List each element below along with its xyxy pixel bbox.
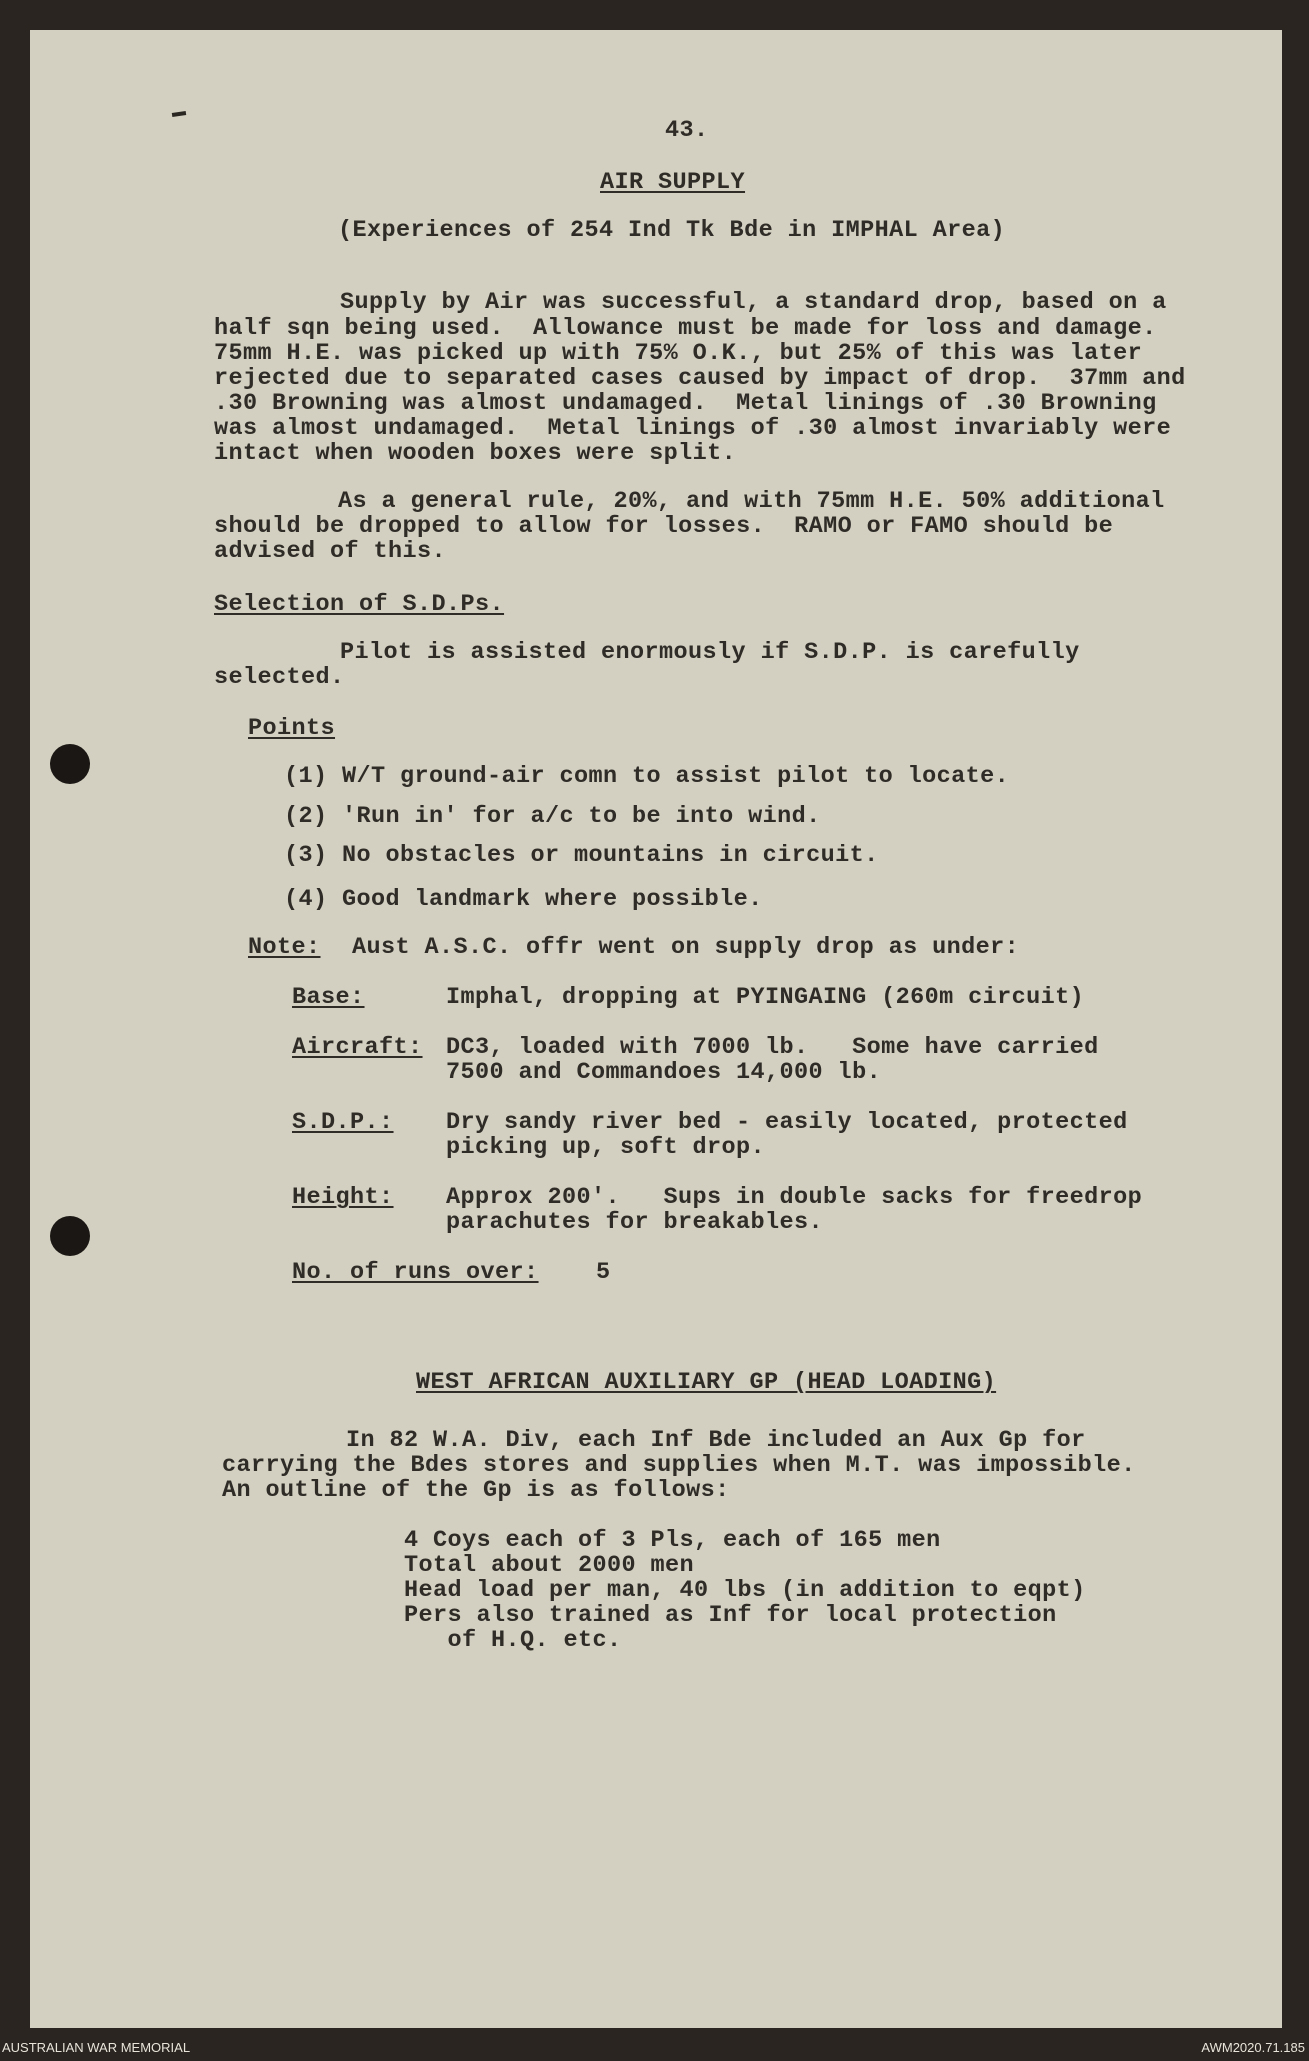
para1-line: 75mm H.E. was picked up with 75% O.K., but 25% of this was later	[214, 340, 1143, 367]
para1-line: was almost undamaged. Metal linings of .30 almost invariably were	[214, 415, 1172, 442]
title: AIR SUPPLY	[600, 169, 746, 196]
height-line: parachutes for breakables.	[446, 1209, 824, 1236]
height-line: Approx 200'. Sups in double sacks for freedrop	[446, 1184, 1143, 1211]
outline-line: of H.Q. etc.	[404, 1627, 622, 1654]
aircraft-label: Aircraft:	[292, 1034, 423, 1061]
subtitle: (Experiences of 254 Ind Tk Bde in IMPHAL Area)	[338, 217, 1006, 244]
point-item: (3) No obstacles or mountains in circuit.	[284, 842, 879, 869]
outline-line: 4 Coys each of 3 Pls, each of 165 men	[404, 1527, 941, 1554]
runs-label: No. of runs over:	[292, 1259, 539, 1286]
outline-line: Pers also trained as Inf for local protection	[404, 1602, 1057, 1629]
footer-archive-name: AUSTRALIAN WAR MEMORIAL	[2, 2040, 191, 2055]
points-heading: Points	[248, 715, 336, 742]
page-number: 43.	[665, 117, 709, 144]
sdp-label: S.D.P.:	[292, 1109, 394, 1136]
runs-value: 5	[596, 1259, 611, 1286]
punch-hole	[50, 1216, 90, 1256]
para1-line: rejected due to separated cases caused by impact of drop. 37mm and	[214, 365, 1186, 392]
point-item: (4) Good landmark where possible.	[284, 886, 763, 913]
para1-line: half sqn being used. Allowance must be made for loss and damage.	[214, 315, 1157, 342]
sdp-line: picking up, soft drop.	[446, 1134, 766, 1161]
note-text: Aust A.S.C. offr went on supply drop as under:	[352, 934, 1020, 961]
para1-line: Supply by Air was successful, a standard drop, based on a	[340, 289, 1167, 316]
para2-line: As a general rule, 20%, and with 75mm H.E. 50% additional	[338, 488, 1165, 515]
base-text: Imphal, dropping at PYINGAING (260m circuit)	[446, 984, 1085, 1011]
heading-west-african: WEST AFRICAN AUXILIARY GP (HEAD LOADING)	[416, 1369, 997, 1396]
outline-line: Head load per man, 40 lbs (in addition to eqpt)	[404, 1577, 1086, 1604]
height-label: Height:	[292, 1184, 394, 1211]
note-label: Note:	[248, 934, 321, 961]
para2-line: advised of this.	[214, 538, 447, 565]
para1-line: .30 Browning was almost undamaged. Metal linings of .30 Browning	[214, 390, 1157, 417]
para4-line: carrying the Bdes stores and supplies when M.T. was impossible.	[222, 1452, 1136, 1479]
sdp-line: Dry sandy river bed - easily located, protected	[446, 1109, 1128, 1136]
para4-line: In 82 W.A. Div, each Inf Bde included an Aux Gp for	[346, 1427, 1086, 1454]
footer-reference: AWM2020.71.185	[1201, 2040, 1305, 2055]
punch-hole	[50, 744, 90, 784]
para2-line: should be dropped to allow for losses. RAMO or FAMO should be	[214, 513, 1114, 540]
aircraft-line: DC3, loaded with 7000 lb. Some have carried	[446, 1034, 1099, 1061]
para4-line: An outline of the Gp is as follows:	[222, 1477, 730, 1504]
para1-line: intact when wooden boxes were split.	[214, 440, 737, 467]
base-label: Base:	[292, 984, 365, 1011]
point-item: (1) W/T ground-air comn to assist pilot to locate.	[284, 763, 1010, 790]
para3-line: Pilot is assisted enormously if S.D.P. is carefully	[340, 639, 1080, 666]
aircraft-line: 7500 and Commandoes 14,000 lb.	[446, 1059, 882, 1086]
para3-line: selected.	[214, 664, 345, 691]
heading-selection-sdp: Selection of S.D.Ps.	[214, 591, 505, 618]
outline-line: Total about 2000 men	[404, 1552, 695, 1579]
point-item: (2) 'Run in' for a/c to be into wind.	[284, 803, 821, 830]
